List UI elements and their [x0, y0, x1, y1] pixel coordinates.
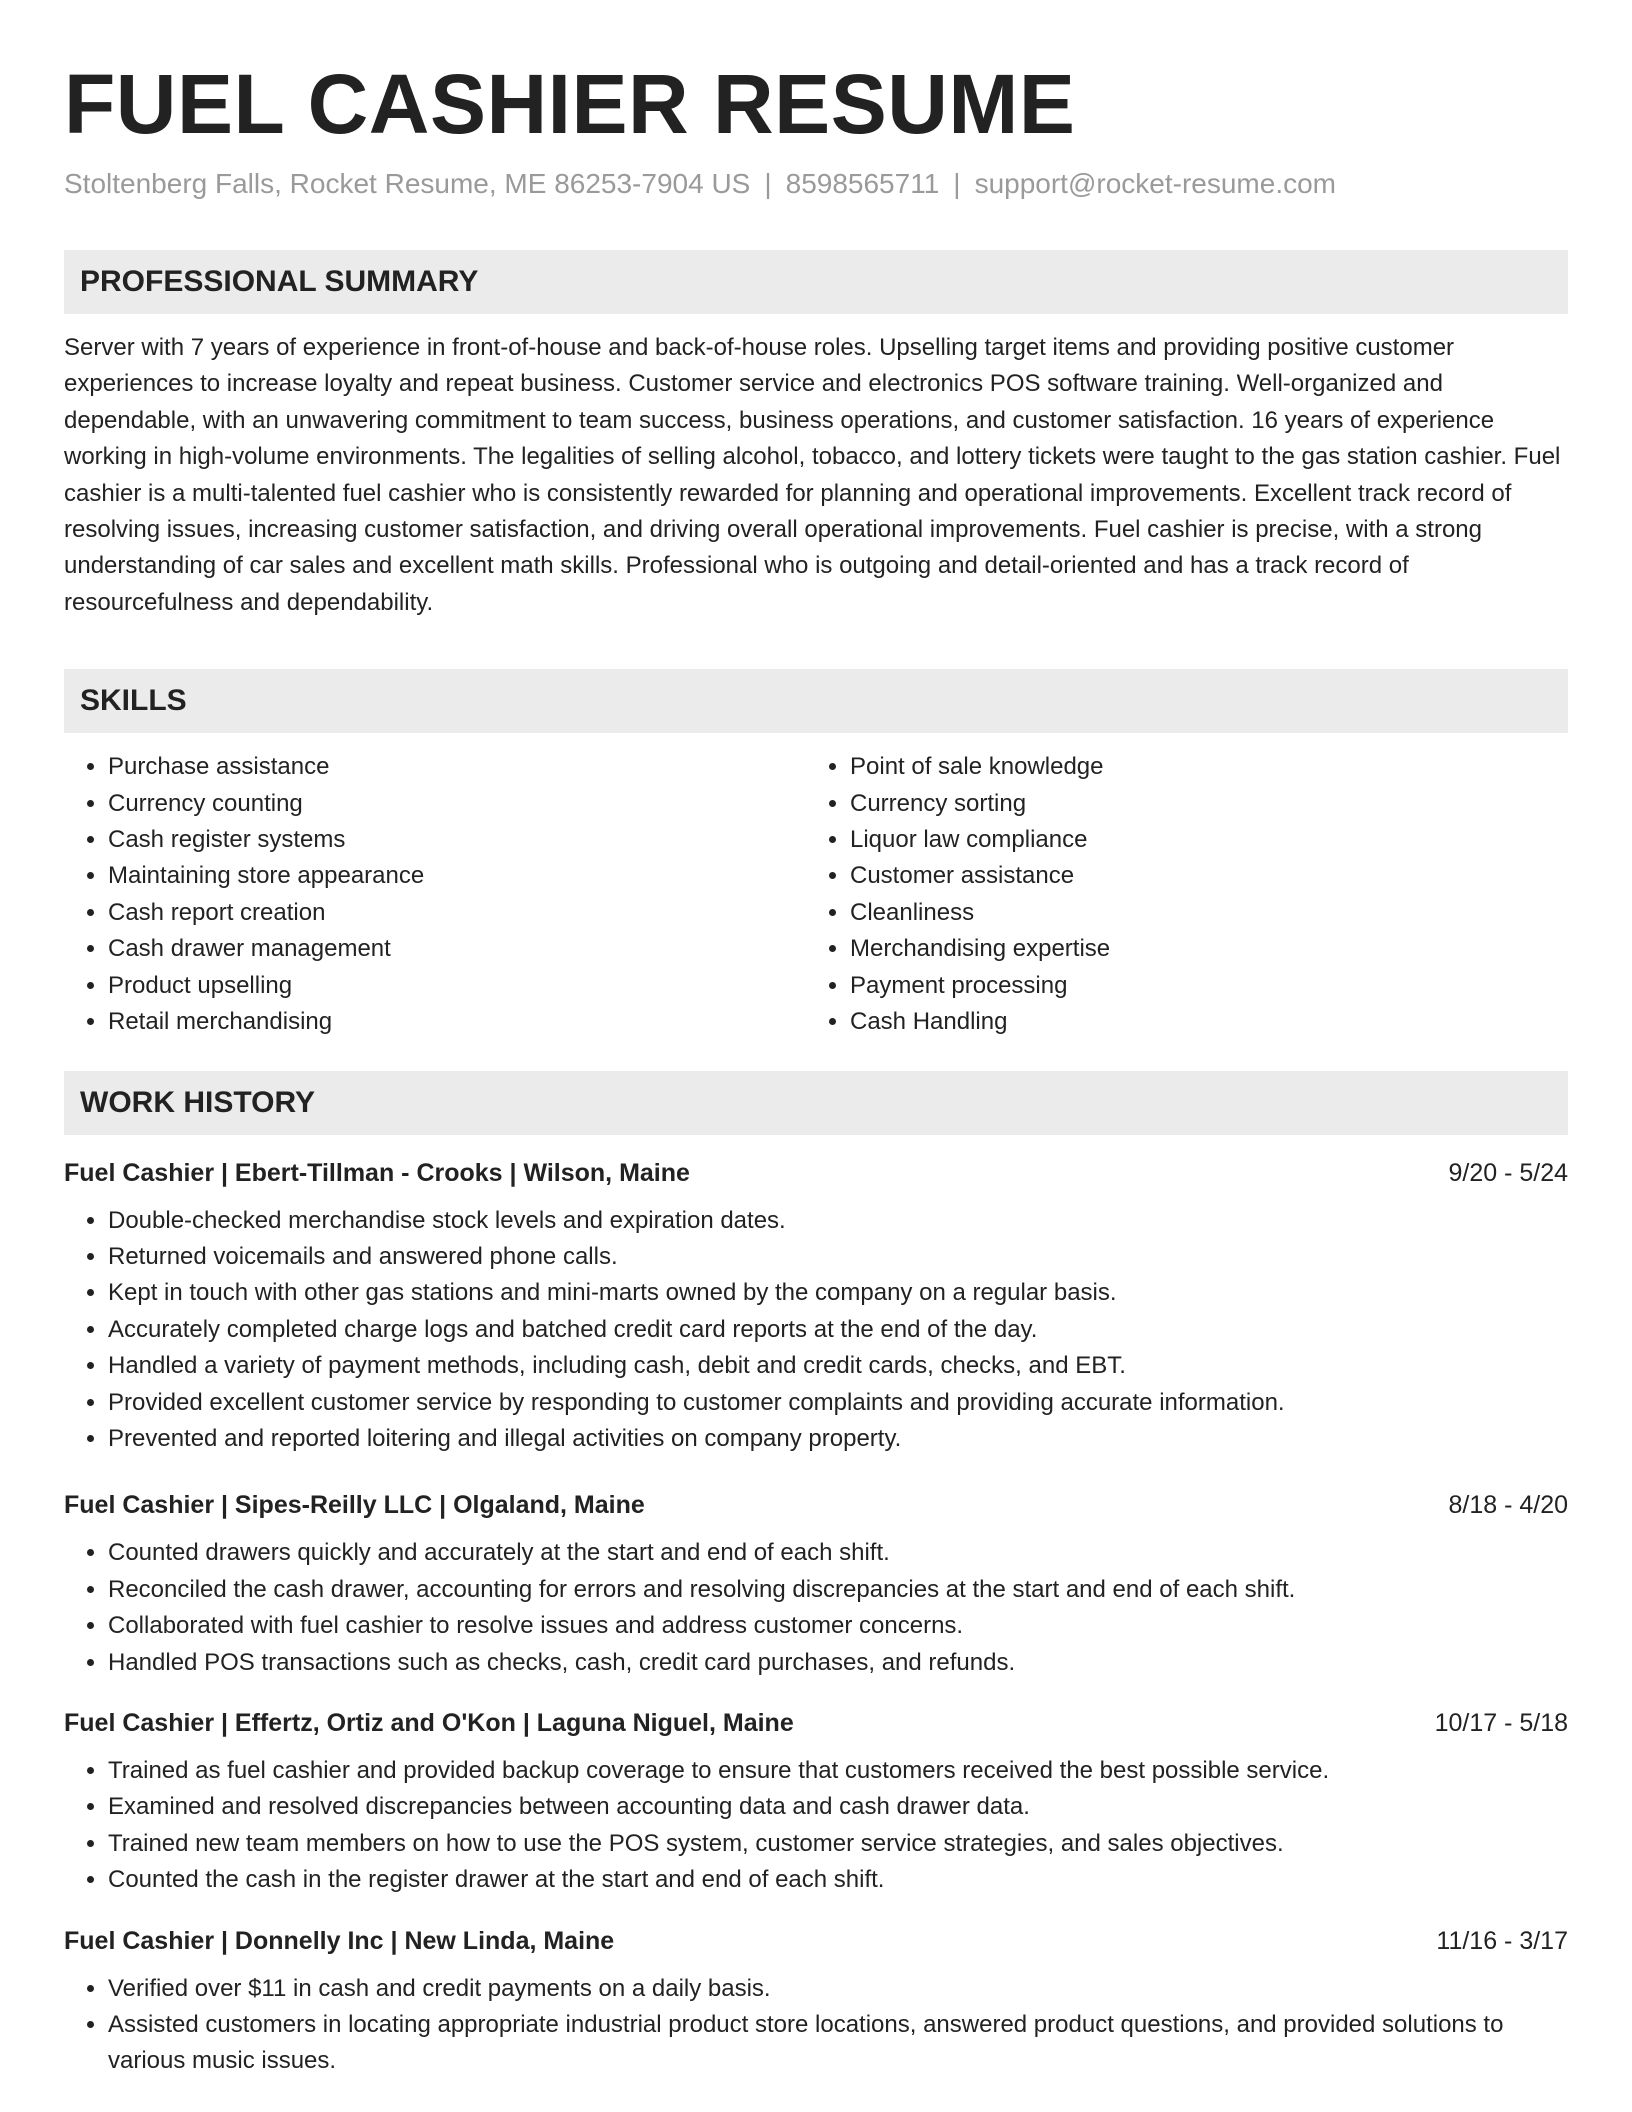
job-bullet: • Returned voicemails and answered phone calls. [108, 1239, 1568, 1275]
section-heading: WORK HISTORY [80, 1085, 316, 1119]
job-title: Fuel Cashier | Sipes-Reilly LLC | Olgaland, Maine [64, 1491, 645, 1520]
work-history-section [64, 1071, 1568, 2080]
skill-item: • Currency sorting [850, 786, 1548, 822]
skill-item: • Cash Handling [850, 1004, 1548, 1040]
job-dates: 9/20 - 5/24 [1448, 1158, 1568, 1187]
skill-item: • Cleanliness [850, 895, 1548, 931]
job-title: Fuel Cashier | Effertz, Ortiz and O'Kon | Laguna Niguel, Maine [64, 1708, 794, 1737]
skill-item: • Product upselling [108, 968, 806, 1004]
job-bullet: • Provided excellent customer service by responding to customer complaints and providing accurate information. [108, 1385, 1568, 1421]
contact-line [64, 166, 1568, 202]
skills-columns [64, 749, 1568, 1040]
job-bullet: • Prevented and reported loitering and illegal activities on company property. [108, 1421, 1568, 1457]
skill-item: • Point of sale knowledge [850, 749, 1548, 785]
job-bullet: • Trained new team members on how to use the POS system, customer service strategies, and sales objectives. [108, 1826, 1568, 1862]
skill-item: • Cash drawer management [108, 931, 806, 967]
contact-separator: | [764, 168, 772, 199]
section-header [64, 250, 1568, 314]
job-entry [64, 1487, 1568, 1681]
skill-item: • Purchase assistance [108, 749, 806, 785]
skill-item: • Liquor law compliance [850, 822, 1548, 858]
job-bullet: • Kept in touch with other gas stations and mini-marts owned by the company on a regular basis. [108, 1275, 1568, 1311]
job-bullet: • Reconciled the cash drawer, accounting for errors and resolving discrepancies at the start and end of each shift. [108, 1572, 1568, 1608]
job-bullet: • Counted drawers quickly and accurately at the start and end of each shift. [108, 1535, 1568, 1571]
job-bullet: • Accurately completed charge logs and batched credit card reports at the end of the day. [108, 1312, 1568, 1348]
skills-section [64, 669, 1568, 1040]
job-header [64, 1487, 1568, 1523]
job-dates: 10/17 - 5/18 [1434, 1708, 1568, 1737]
job-entry [64, 1923, 1568, 2080]
job-entry [64, 1705, 1568, 1899]
job-bullets [64, 1535, 1568, 1681]
section-heading: PROFESSIONAL SUMMARY [80, 265, 479, 298]
job-bullet: • Assisted customers in locating appropriate industrial product store locations, answered product questions, and provided solutions to various music issues. [108, 2007, 1568, 2080]
job-dates: 8/18 - 4/20 [1448, 1491, 1568, 1520]
job-bullet: • Verified over $11 in cash and credit payments on a daily basis. [108, 1971, 1568, 2007]
skills-list-right [806, 749, 1548, 1040]
job-header [64, 1923, 1568, 1959]
job-bullet: • Double-checked merchandise stock levels and expiration dates. [108, 1203, 1568, 1239]
section-header [64, 1071, 1568, 1135]
summary-text: Server with 7 years of experience in front-of-house and back-of-house roles. Upselling target items and providing positive customer experiences to increase loyalty and repeat business. Customer service and electronics POS software training. Well-organized and dependable, with an unwavering commitment to team success, business operations, and customer satisfaction. 16 years of experience working in high-volume environments. The legalities of selling alcohol, tobacco, and lottery tickets were taught to the gas station cashier. Fuel cashier is a multi-talented fuel cashier who is consistently rewarded for planning and operational improvements. Excellent track record of resolving issues, increasing customer satisfaction, and driving overall operational improvements. Fuel cashier is precise, with a strong understanding of car sales and excellent math skills. Professional who is outgoing and detail-oriented and has a track record of resourcefulness and dependability. [64, 334, 1561, 616]
job-bullets [64, 1971, 1568, 2080]
job-bullet: • Examined and resolved discrepancies between accounting data and cash drawer data. [108, 1789, 1568, 1825]
contact-phone: 8598565711 [785, 168, 940, 199]
contact-address: Stoltenberg Falls, Rocket Resume, ME 86253-7904 US [64, 168, 751, 199]
job-bullet: • Handled POS transactions such as checks, cash, credit card purchases, and refunds. [108, 1645, 1568, 1681]
job-header [64, 1705, 1568, 1741]
contact-separator: | [953, 168, 961, 199]
job-bullets [64, 1203, 1568, 1458]
skills-list-left [64, 749, 806, 1040]
skill-item: • Cash report creation [108, 895, 806, 931]
job-bullets [64, 1753, 1568, 1899]
skill-item: • Cash register systems [108, 822, 806, 858]
professional-summary-section [64, 250, 1568, 621]
skill-item: • Payment processing [850, 968, 1548, 1004]
skill-item: • Retail merchandising [108, 1004, 806, 1040]
section-heading: SKILLS [80, 684, 187, 718]
job-bullet: • Trained as fuel cashier and provided backup coverage to ensure that customers received the best possible service. [108, 1753, 1568, 1789]
job-header [64, 1155, 1568, 1191]
job-bullet: • Counted the cash in the register drawer at the start and end of each shift. [108, 1862, 1568, 1898]
skill-item: • Customer assistance [850, 858, 1548, 894]
job-dates: 11/16 - 3/17 [1436, 1926, 1568, 1955]
contact-email: support@rocket-resume.com [974, 168, 1336, 199]
job-title: Fuel Cashier | Donnelly Inc | New Linda, Maine [64, 1926, 615, 1955]
skill-item: • Maintaining store appearance [108, 858, 806, 894]
job-bullet: • Collaborated with fuel cashier to resolve issues and address customer concerns. [108, 1608, 1568, 1644]
skill-item: • Currency counting [108, 786, 806, 822]
job-bullet: • Handled a variety of payment methods, including cash, debit and credit cards, checks, and EBT. [108, 1348, 1568, 1384]
section-header [64, 669, 1568, 733]
job-title: Fuel Cashier | Ebert-Tillman - Crooks | Wilson, Maine [64, 1158, 690, 1187]
skill-item: • Merchandising expertise [850, 931, 1548, 967]
resume-title: FUEL CASHIER RESUME [64, 57, 1076, 151]
job-entry [64, 1155, 1568, 1458]
